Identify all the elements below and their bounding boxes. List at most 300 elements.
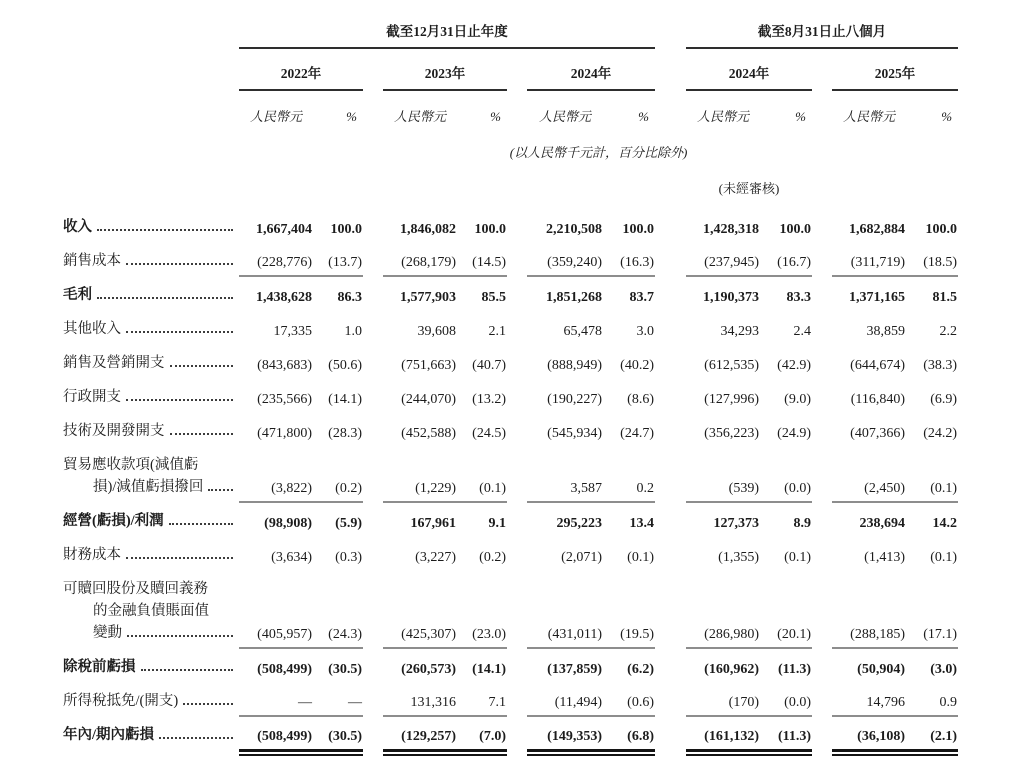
cell-value: (0.1) xyxy=(906,446,958,502)
cell-value: (7.0) xyxy=(457,716,507,750)
cell-value: (8.6) xyxy=(627,392,654,407)
row-label-text: 年內/期內虧損 xyxy=(63,727,155,743)
cell-value: (36,108) xyxy=(832,716,906,750)
unit-header-row xyxy=(63,90,958,125)
column-gap xyxy=(507,90,527,125)
leader-dots xyxy=(126,331,233,333)
cell-value: (127,996) xyxy=(704,392,759,407)
row-label-line xyxy=(63,386,239,408)
column-gap xyxy=(812,276,832,310)
row-label-text: 毛利 xyxy=(63,287,92,303)
cell-value: (17.1) xyxy=(906,570,958,648)
row-label-text: 所得稅抵免/(開支) xyxy=(63,693,179,709)
cell-value: (129,257) xyxy=(383,716,457,750)
cell-value: (11.3) xyxy=(777,662,811,677)
period-group-annual: 截至12月31日止年度 xyxy=(239,18,655,48)
row-label xyxy=(63,502,239,536)
spacer xyxy=(832,161,958,201)
cell-value: 1,438,628 xyxy=(256,290,312,305)
cell-value: (1,355) xyxy=(718,550,759,565)
leader-dots xyxy=(97,229,233,231)
spacer xyxy=(239,161,655,201)
cell-value: (13.7) xyxy=(313,242,363,276)
cell-value: (14.5) xyxy=(457,242,507,276)
row-label-text: 銷售成本 xyxy=(63,253,121,269)
label-column-spacer xyxy=(63,90,239,125)
cell-value: (50,904) xyxy=(857,662,905,677)
row-label-line xyxy=(63,690,239,712)
column-gap xyxy=(812,48,832,90)
column-gap xyxy=(363,570,383,648)
cell-value: (18.5) xyxy=(906,242,958,276)
table-row xyxy=(63,446,958,502)
cell-value: (13.2) xyxy=(472,392,506,407)
row-label-text: 其他收入 xyxy=(63,321,121,337)
cell-value: 1,851,268 xyxy=(546,290,602,305)
cell-value: (30.5) xyxy=(313,716,363,750)
cell-value: (260,573) xyxy=(401,662,456,677)
cell-value: (843,683) xyxy=(257,358,312,373)
row-label-text: 銷售及營銷開支 xyxy=(63,355,165,371)
row-label-line xyxy=(63,454,239,476)
table-row xyxy=(63,276,958,310)
cell-value: (0.1) xyxy=(930,550,958,565)
cell-value: (508,499) xyxy=(239,716,313,750)
column-gap xyxy=(363,648,383,682)
row-label xyxy=(63,242,239,276)
cell-value: (612,535) xyxy=(704,358,759,373)
cell-value: 2.4 xyxy=(793,324,811,339)
table-row xyxy=(63,648,958,682)
cell-value: (888,949) xyxy=(547,358,602,373)
cell-value: 14,796 xyxy=(832,682,906,716)
group-gap xyxy=(655,570,686,648)
table-row xyxy=(63,682,958,716)
cell-value: 1,682,884 xyxy=(849,222,905,237)
cell-value: (149,353) xyxy=(527,716,603,750)
cell-value: 85.5 xyxy=(481,290,506,305)
column-gap xyxy=(363,310,383,344)
cell-value: (405,957) xyxy=(239,570,313,648)
cell-value: (3.0) xyxy=(930,662,958,677)
leader-dots xyxy=(208,489,233,491)
column-gap xyxy=(812,344,832,378)
column-gap xyxy=(812,310,832,344)
cell-value: (24.3) xyxy=(313,570,363,648)
cell-value: 1,846,082 xyxy=(400,222,456,237)
cell-value: (16.7) xyxy=(760,242,812,276)
column-gap xyxy=(507,682,527,716)
row-label-line xyxy=(63,318,239,340)
cell-value: 3.0 xyxy=(636,324,654,339)
group-gap xyxy=(655,18,686,48)
column-gap xyxy=(507,48,527,90)
table-row xyxy=(63,378,958,412)
cell-value: 0.2 xyxy=(603,446,655,502)
row-label-text: 損)/減值虧損撥回 xyxy=(93,479,204,495)
cell-value: (359,240) xyxy=(527,242,603,276)
column-gap xyxy=(812,412,832,446)
row-label-line xyxy=(63,724,239,746)
cell-value: 39,608 xyxy=(417,324,456,339)
cell-value: (286,980) xyxy=(686,570,760,648)
percent-column-header: % xyxy=(795,109,806,124)
cell-value: (311,719) xyxy=(832,242,906,276)
group-gap xyxy=(655,242,686,276)
cell-value: (0.1) xyxy=(457,446,507,502)
row-label xyxy=(63,536,239,570)
row-label-line xyxy=(63,622,239,644)
cell-value: 65,478 xyxy=(563,324,602,339)
cell-value: 100.0 xyxy=(330,222,362,237)
cell-value: 1,190,373 xyxy=(703,290,759,305)
column-gap xyxy=(507,310,527,344)
cell-value: 3,587 xyxy=(527,446,603,502)
leader-dots xyxy=(169,523,233,525)
cell-value: (235,566) xyxy=(257,392,312,407)
cell-value: (9.0) xyxy=(784,392,811,407)
cell-value: (751,663) xyxy=(401,358,456,373)
leader-dots xyxy=(127,635,233,637)
table-row xyxy=(63,536,958,570)
cell-value: (0.2) xyxy=(313,446,363,502)
cell-value: (268,179) xyxy=(383,242,457,276)
cell-value: 127,373 xyxy=(713,516,759,531)
cell-value: (644,674) xyxy=(850,358,905,373)
label-column-spacer xyxy=(63,18,239,48)
cell-value: 1.0 xyxy=(344,324,362,339)
column-gap xyxy=(363,242,383,276)
column-gap xyxy=(812,161,832,201)
cell-value: (11,494) xyxy=(527,682,603,716)
group-gap xyxy=(655,446,686,502)
cell-value: (0.3) xyxy=(335,550,362,565)
column-gap xyxy=(812,502,832,536)
currency-column-header: 人民幣元 xyxy=(393,109,446,124)
row-label-text: 的金融負債賬面值 xyxy=(93,603,209,619)
group-gap xyxy=(655,344,686,378)
cell-value: (23.0) xyxy=(457,570,507,648)
cell-value: 34,293 xyxy=(720,324,759,339)
row-label-line xyxy=(63,216,239,238)
financial-table-body xyxy=(63,201,958,750)
cell-value: (116,840) xyxy=(850,392,905,407)
cell-value: (170) xyxy=(686,682,760,716)
cell-value: (0.0) xyxy=(760,682,812,716)
cell-value: (137,859) xyxy=(547,662,602,677)
column-gap xyxy=(363,90,383,125)
cell-value: (3,634) xyxy=(271,550,312,565)
row-label-text: 收入 xyxy=(63,219,92,235)
column-gap xyxy=(812,446,832,502)
cell-value: 1,577,903 xyxy=(400,290,456,305)
column-gap xyxy=(363,412,383,446)
unaudited-note: (未經審核) xyxy=(718,181,780,196)
cell-value: 295,223 xyxy=(556,516,602,531)
column-gap xyxy=(507,570,527,648)
table-row xyxy=(63,716,958,750)
cell-value: 83.7 xyxy=(629,290,654,305)
group-gap xyxy=(655,48,686,90)
cell-value: (407,366) xyxy=(850,426,905,441)
cell-value: (40.2) xyxy=(620,358,654,373)
row-label-line xyxy=(63,284,239,306)
cell-value: (161,132) xyxy=(686,716,760,750)
cell-value: 9.1 xyxy=(488,516,506,531)
cell-value: (1,229) xyxy=(383,446,457,502)
cell-value: (24.9) xyxy=(777,426,811,441)
group-gap xyxy=(655,502,686,536)
table-row xyxy=(63,570,958,648)
cell-value: 238,694 xyxy=(859,516,905,531)
column-gap xyxy=(507,502,527,536)
table-row xyxy=(63,242,958,276)
column-gap xyxy=(363,682,383,716)
cell-value: (244,070) xyxy=(401,392,456,407)
row-label-text: 可贖回股份及贖回義務 xyxy=(63,581,208,597)
cell-value: (16.3) xyxy=(603,242,655,276)
cell-value: (1,413) xyxy=(864,550,905,565)
table-header xyxy=(63,18,958,201)
leader-dots xyxy=(97,297,233,299)
cell-value: (24.2) xyxy=(923,426,958,441)
cell-value: (190,227) xyxy=(547,392,602,407)
row-label xyxy=(63,648,239,682)
cell-value: (0.1) xyxy=(784,550,811,565)
group-gap xyxy=(655,201,686,242)
row-label xyxy=(63,344,239,378)
column-gap xyxy=(812,716,832,750)
cell-value: (30.5) xyxy=(328,662,362,677)
cell-value: (356,223) xyxy=(704,426,759,441)
cell-value: (2,450) xyxy=(832,446,906,502)
column-gap xyxy=(363,201,383,242)
row-label-line xyxy=(63,656,239,678)
group-gap xyxy=(655,161,686,201)
leader-dots xyxy=(126,399,233,401)
cell-value: 7.1 xyxy=(457,682,507,716)
group-gap xyxy=(655,310,686,344)
column-gap xyxy=(812,242,832,276)
table-row xyxy=(63,412,958,446)
cell-value: 38,859 xyxy=(866,324,905,339)
row-label-line xyxy=(63,420,239,442)
group-gap xyxy=(655,682,686,716)
row-label-text: 貿易應收款項(減值虧 xyxy=(63,457,199,473)
cell-value: (6.2) xyxy=(627,662,654,677)
cell-value: 2,210,508 xyxy=(546,222,602,237)
group-gap xyxy=(655,90,686,125)
cell-value: (0.6) xyxy=(603,682,655,716)
cell-value: (237,945) xyxy=(686,242,760,276)
row-label-text: 財務成本 xyxy=(63,547,121,563)
group-gap xyxy=(655,648,686,682)
label-column-spacer xyxy=(63,125,239,161)
units-note: (以人民幣千元計，百分比除外) xyxy=(509,145,688,160)
cell-value: 86.3 xyxy=(337,290,362,305)
row-label-line xyxy=(63,578,239,600)
column-gap xyxy=(363,48,383,90)
cell-value: 100.0 xyxy=(622,222,654,237)
table-row xyxy=(63,502,958,536)
cell-value: (288,185) xyxy=(832,570,906,648)
column-gap xyxy=(363,502,383,536)
cell-value: 17,335 xyxy=(273,324,312,339)
cell-value: 167,961 xyxy=(410,516,456,531)
column-gap xyxy=(812,648,832,682)
column-gap xyxy=(812,536,832,570)
table-row xyxy=(63,201,958,242)
cell-value: 2.2 xyxy=(939,324,958,339)
cell-value: — xyxy=(313,682,363,716)
column-gap xyxy=(507,648,527,682)
cell-value: (19.5) xyxy=(603,570,655,648)
cell-value: 1,371,165 xyxy=(849,290,905,305)
row-label-text: 除稅前虧損 xyxy=(63,659,136,675)
row-label xyxy=(63,378,239,412)
column-gap xyxy=(363,378,383,412)
cell-value: (20.1) xyxy=(760,570,812,648)
leader-dots xyxy=(126,557,233,559)
cell-value: (3,227) xyxy=(415,550,456,565)
row-label-text: 變動 xyxy=(93,625,122,641)
column-gap xyxy=(812,90,832,125)
table-row xyxy=(63,310,958,344)
cell-value: (0.2) xyxy=(479,550,506,565)
percent-column-header: % xyxy=(490,109,501,124)
cell-value: (508,499) xyxy=(257,662,312,677)
cell-value: 1,428,318 xyxy=(703,222,759,237)
column-gap xyxy=(812,682,832,716)
percent-column-header: % xyxy=(941,109,953,124)
cell-value: (425,307) xyxy=(383,570,457,648)
column-gap xyxy=(812,378,832,412)
cell-value: 81.5 xyxy=(932,290,958,305)
cell-value: (431,011) xyxy=(527,570,603,648)
row-label-text: 經營(虧損)/利潤 xyxy=(63,513,164,529)
row-label-line xyxy=(63,510,239,532)
group-gap xyxy=(655,276,686,310)
year-header-2023: 2023年 xyxy=(383,48,507,90)
column-gap xyxy=(812,570,832,648)
year-header-2022: 2022年 xyxy=(239,48,363,90)
row-label xyxy=(63,276,239,310)
cell-value: (452,588) xyxy=(401,426,456,441)
label-column-spacer xyxy=(63,161,239,201)
unaudited-note-row xyxy=(63,161,958,201)
cell-value: 0.9 xyxy=(906,682,958,716)
column-gap xyxy=(507,344,527,378)
cell-value: 8.9 xyxy=(793,516,811,531)
column-gap xyxy=(507,536,527,570)
cell-value: (40.7) xyxy=(472,358,506,373)
group-gap xyxy=(655,536,686,570)
row-label xyxy=(63,412,239,446)
row-label-text: 技術及開發開支 xyxy=(63,423,165,439)
row-label-line xyxy=(63,600,239,622)
row-label xyxy=(63,446,239,502)
currency-column-header: 人民幣元 xyxy=(842,109,895,124)
year-header-2024-interim: 2024年 xyxy=(686,48,812,90)
column-gap xyxy=(363,276,383,310)
cell-value: (2,071) xyxy=(561,550,602,565)
year-header-2024: 2024年 xyxy=(527,48,655,90)
cell-value: (24.5) xyxy=(472,426,506,441)
label-column-spacer xyxy=(63,48,239,90)
period-group-interim: 截至8月31日止八個月 xyxy=(686,18,958,48)
cell-value: 13.4 xyxy=(629,516,654,531)
cell-value: (14.1) xyxy=(328,392,362,407)
table-row xyxy=(63,344,958,378)
year-header-row xyxy=(63,48,958,90)
column-gap xyxy=(507,242,527,276)
group-gap xyxy=(655,412,686,446)
cell-value: (24.7) xyxy=(620,426,654,441)
year-header-2025-interim: 2025年 xyxy=(832,48,958,90)
leader-dots xyxy=(141,669,234,671)
row-label xyxy=(63,570,239,648)
cell-value: (5.9) xyxy=(335,516,362,531)
cell-value: — xyxy=(239,682,313,716)
cell-value: 83.3 xyxy=(786,290,811,305)
cell-value: (0.0) xyxy=(760,446,812,502)
cell-value: 100.0 xyxy=(779,222,811,237)
leader-dots xyxy=(159,737,233,739)
cell-value: (14.1) xyxy=(472,662,506,677)
row-label-line xyxy=(63,250,239,272)
column-gap xyxy=(363,536,383,570)
currency-column-header: 人民幣元 xyxy=(249,109,302,124)
cell-value: (0.1) xyxy=(627,550,654,565)
cell-value: 131,316 xyxy=(383,682,457,716)
cell-value: (11.3) xyxy=(760,716,812,750)
cell-value: (471,800) xyxy=(257,426,312,441)
cell-value: (6.9) xyxy=(930,392,958,407)
cell-value: (160,962) xyxy=(704,662,759,677)
row-label-line xyxy=(63,352,239,374)
cell-value: (545,934) xyxy=(547,426,602,441)
group-gap xyxy=(655,378,686,412)
row-label-line xyxy=(63,476,239,498)
cell-value: 1,667,404 xyxy=(256,222,312,237)
cell-value: 2.1 xyxy=(488,324,506,339)
column-gap xyxy=(363,344,383,378)
currency-column-header: 人民幣元 xyxy=(696,109,749,124)
row-label xyxy=(63,201,239,242)
financial-summary-table xyxy=(63,18,958,752)
period-group-row xyxy=(63,18,958,48)
column-gap xyxy=(507,716,527,750)
cell-value: (38.3) xyxy=(923,358,958,373)
row-label xyxy=(63,310,239,344)
leader-dots xyxy=(126,263,233,265)
column-gap xyxy=(507,201,527,242)
row-label-line xyxy=(63,544,239,566)
cell-value: (98,908) xyxy=(264,516,312,531)
group-gap xyxy=(655,716,686,750)
cell-value: 14.2 xyxy=(932,516,958,531)
column-gap xyxy=(363,446,383,502)
cell-value: 100.0 xyxy=(925,222,958,237)
cell-value: (28.3) xyxy=(328,426,362,441)
column-gap xyxy=(507,276,527,310)
column-gap xyxy=(507,446,527,502)
row-label-text: 行政開支 xyxy=(63,389,121,405)
column-gap xyxy=(507,412,527,446)
cell-value: (50.6) xyxy=(328,358,362,373)
cell-value: (2.1) xyxy=(906,716,958,750)
column-gap xyxy=(812,201,832,242)
